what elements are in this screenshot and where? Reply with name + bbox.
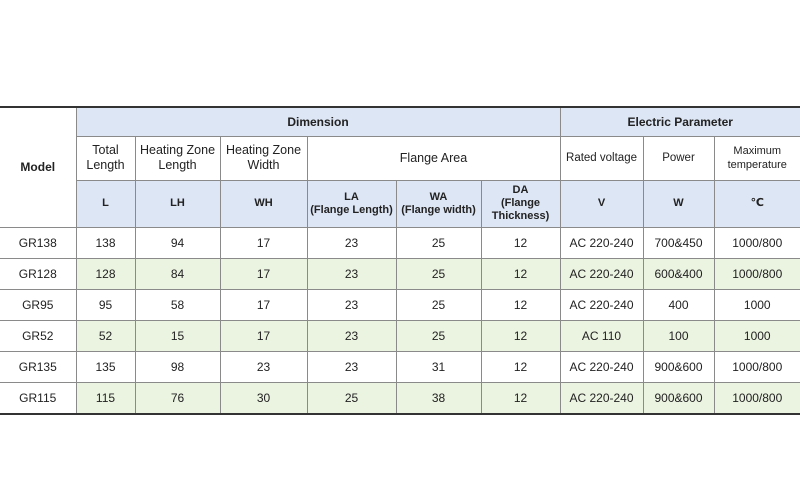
la-sublabel: (Flange Length): [310, 203, 393, 216]
power-cell: 900&600: [643, 351, 714, 382]
da-sublabel: (Flange Thickness): [491, 197, 550, 222]
rated-voltage-cell: AC 110: [560, 320, 643, 351]
la-label: LA: [344, 190, 359, 203]
heating-zone-length-cell: 98: [135, 351, 220, 382]
heating-zone-width-cell: 17: [220, 289, 307, 320]
spec-table: [0, 106, 800, 415]
max-temperature-cell: 1000/800: [714, 351, 800, 382]
table-row: [0, 227, 800, 258]
power-cell: 100: [643, 320, 714, 351]
heating-zone-length-cell: 84: [135, 258, 220, 289]
heating-zone-length-header: Heating Zone Length: [135, 136, 220, 180]
model-cell: GR128: [0, 258, 76, 289]
flange-thickness-cell: 12: [481, 258, 560, 289]
wa-label: WA: [429, 190, 448, 203]
total-length-cell: 95: [76, 289, 135, 320]
da-unit-header: [481, 180, 560, 227]
flange-width-cell: 31: [396, 351, 481, 382]
heating-zone-length-cell: 76: [135, 382, 220, 414]
max-temperature-cell: 1000/800: [714, 227, 800, 258]
flange-area-header: Flange Area: [307, 136, 560, 180]
total-length-header: Total Length: [76, 136, 135, 180]
wa-unit-header: [396, 180, 481, 227]
flange-length-cell: 23: [307, 227, 396, 258]
flange-length-cell: 23: [307, 258, 396, 289]
rated-voltage-header: Rated voltage: [560, 136, 643, 180]
heating-zone-width-cell: 23: [220, 351, 307, 382]
flange-thickness-cell: 12: [481, 289, 560, 320]
power-cell: 400: [643, 289, 714, 320]
flange-width-cell: 38: [396, 382, 481, 414]
flange-length-cell: 23: [307, 289, 396, 320]
heating-zone-length-cell: 58: [135, 289, 220, 320]
model-cell: GR95: [0, 289, 76, 320]
rated-voltage-cell: AC 220-240: [560, 351, 643, 382]
table-row: [0, 351, 800, 382]
da-label: DA: [512, 184, 529, 196]
table-row: [0, 258, 800, 289]
flange-length-cell: 23: [307, 320, 396, 351]
flange-width-cell: 25: [396, 289, 481, 320]
heating-zone-width-cell: 30: [220, 382, 307, 414]
rated-voltage-cell: AC 220-240: [560, 289, 643, 320]
celsius-unit-header: ℃: [714, 180, 800, 227]
model-cell: GR115: [0, 382, 76, 414]
power-cell: 600&400: [643, 258, 714, 289]
wa-sublabel: (Flange width): [401, 203, 476, 216]
lh-unit-header: LH: [135, 180, 220, 227]
power-header: Power: [643, 136, 714, 180]
heating-zone-width-header: Heating Zone Width: [220, 136, 307, 180]
v-unit-header: V: [560, 180, 643, 227]
la-unit-header: [307, 180, 396, 227]
model-cell: GR135: [0, 351, 76, 382]
flange-thickness-cell: 12: [481, 320, 560, 351]
heating-zone-length-cell: 15: [135, 320, 220, 351]
flange-width-cell: 25: [396, 320, 481, 351]
flange-length-cell: 23: [307, 351, 396, 382]
total-length-cell: 135: [76, 351, 135, 382]
dimension-header: Dimension: [76, 107, 560, 136]
table-row: [0, 382, 800, 414]
rated-voltage-cell: AC 220-240: [560, 258, 643, 289]
flange-length-cell: 25: [307, 382, 396, 414]
total-length-cell: 138: [76, 227, 135, 258]
table-row: [0, 320, 800, 351]
model-header: Model: [0, 107, 76, 227]
flange-width-cell: 25: [396, 258, 481, 289]
heating-zone-width-cell: 17: [220, 320, 307, 351]
table-row: [0, 289, 800, 320]
rated-voltage-cell: AC 220-240: [560, 382, 643, 414]
max-temperature-cell: 1000: [714, 289, 800, 320]
w-unit-header: W: [643, 180, 714, 227]
l-unit-header: L: [76, 180, 135, 227]
flange-thickness-cell: 12: [481, 351, 560, 382]
max-temperature-cell: 1000/800: [714, 382, 800, 414]
spec-table-container: [0, 106, 800, 415]
power-cell: 900&600: [643, 382, 714, 414]
total-length-cell: 52: [76, 320, 135, 351]
max-temperature-header: Maximum temperature: [714, 136, 800, 180]
rated-voltage-cell: AC 220-240: [560, 227, 643, 258]
model-cell: GR52: [0, 320, 76, 351]
flange-thickness-cell: 12: [481, 227, 560, 258]
heating-zone-length-cell: 94: [135, 227, 220, 258]
wh-unit-header: WH: [220, 180, 307, 227]
heating-zone-width-cell: 17: [220, 227, 307, 258]
flange-width-cell: 25: [396, 227, 481, 258]
total-length-cell: 115: [76, 382, 135, 414]
model-cell: GR138: [0, 227, 76, 258]
electric-parameter-header: Electric Parameter: [560, 107, 800, 136]
power-cell: 700&450: [643, 227, 714, 258]
heating-zone-width-cell: 17: [220, 258, 307, 289]
total-length-cell: 128: [76, 258, 135, 289]
flange-thickness-cell: 12: [481, 382, 560, 414]
max-temperature-cell: 1000/800: [714, 258, 800, 289]
max-temperature-cell: 1000: [714, 320, 800, 351]
